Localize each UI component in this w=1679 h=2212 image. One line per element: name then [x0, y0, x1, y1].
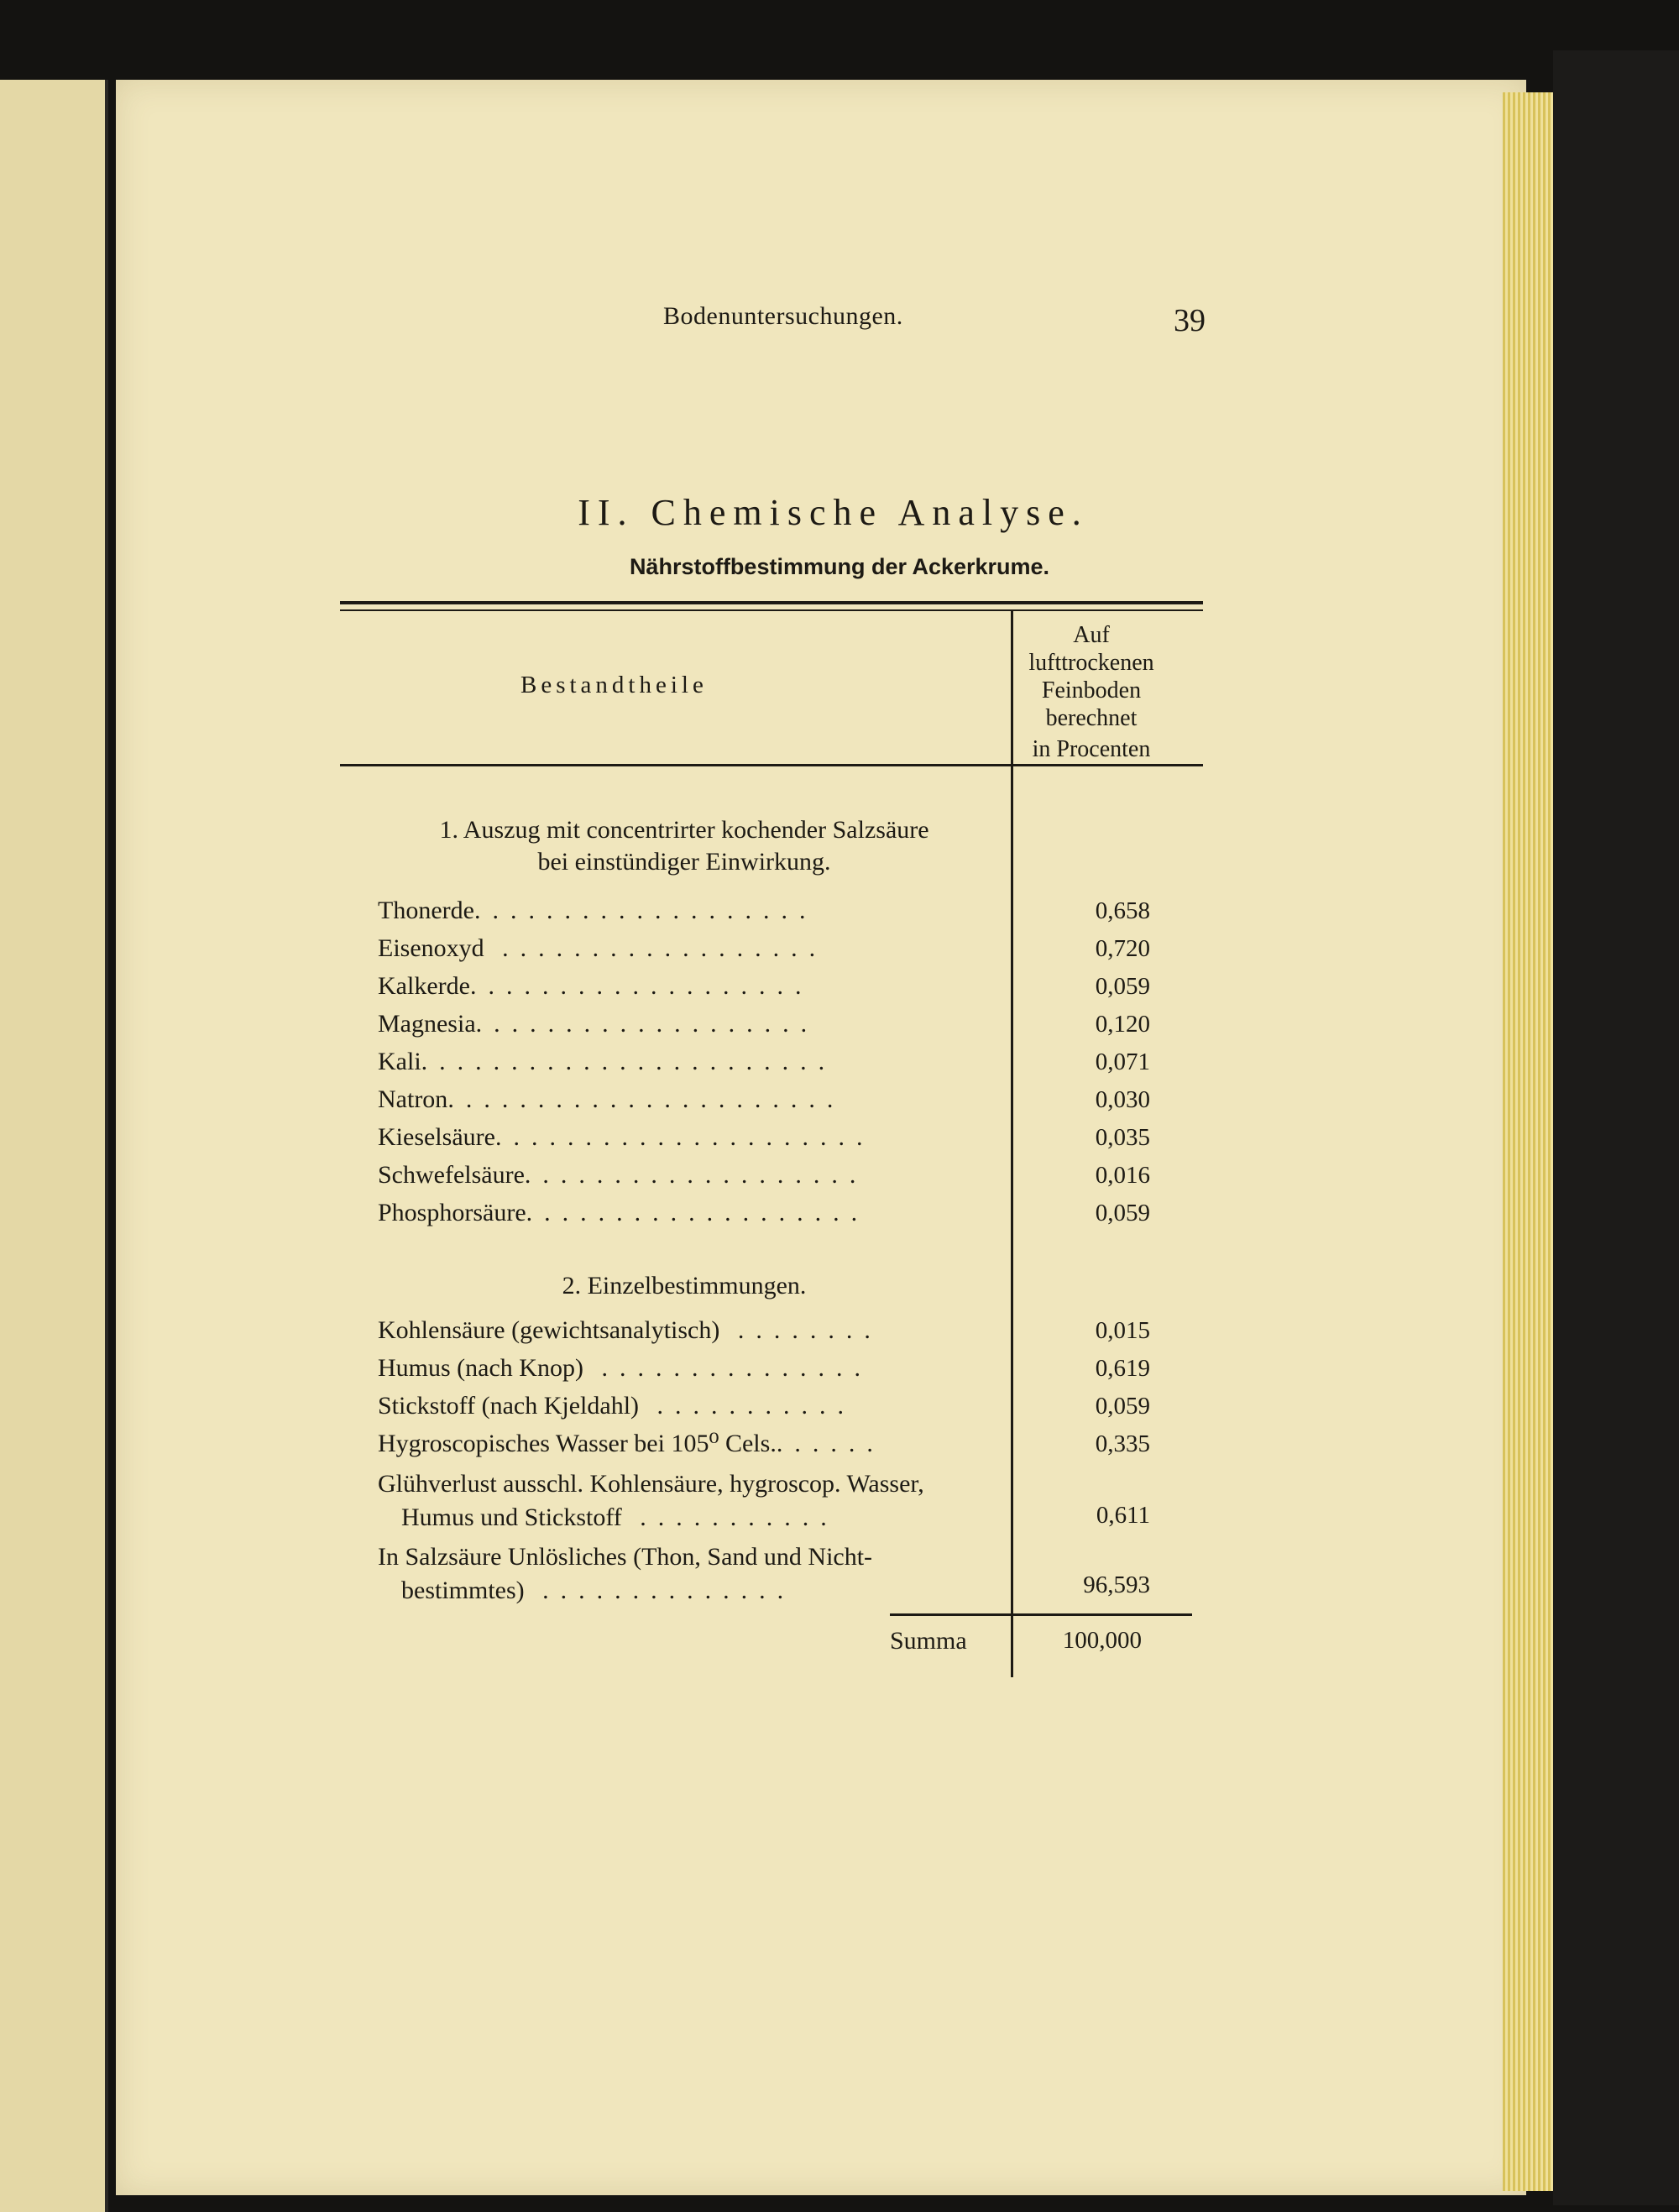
row-value: 0,071: [1095, 1048, 1150, 1075]
row-value: 0,658: [1095, 897, 1150, 924]
col-header-line: berechnet: [1045, 705, 1138, 731]
table-row: [378, 1045, 982, 1079]
table-row-line2: [401, 1574, 982, 1608]
leader-dots: ...........: [639, 1392, 856, 1420]
table-top-rule-thin: [340, 609, 1203, 611]
table-row: [378, 932, 982, 965]
left-page-edge: [0, 80, 108, 2212]
row-label: Eisenoxyd: [378, 934, 484, 962]
leader-dots: ..................: [484, 934, 828, 962]
leader-dots: ......................: [447, 1085, 845, 1113]
table-row-line1: [378, 1540, 982, 1574]
table-row: [378, 1352, 982, 1385]
leader-dots: ...................: [473, 897, 818, 924]
row-value: 96,593: [1083, 1571, 1150, 1598]
row-value: 0,120: [1095, 1011, 1150, 1038]
table-row: [378, 1158, 982, 1192]
row-value: 0,611: [1096, 1502, 1150, 1529]
table-row-line1: [378, 1467, 982, 1501]
row-label: Phosphorsäure: [378, 1199, 526, 1226]
table-row: [378, 1314, 982, 1347]
row-label: Kieselsäure: [378, 1123, 495, 1151]
table-row: [378, 1007, 982, 1041]
row-label: Thonerde: [378, 897, 474, 924]
row-label: In Salzsäure Unlösliches (Thon, Sand und Nicht-: [378, 1543, 873, 1571]
row-label: Humus (nach Knop): [378, 1354, 583, 1382]
row-label: Humus und Stickstoff: [401, 1503, 622, 1531]
leader-dots: .....................: [494, 1123, 875, 1151]
leader-dots: ...................: [469, 972, 813, 1000]
row-label: Kali: [378, 1048, 421, 1075]
row-value: 0,059: [1095, 1200, 1150, 1226]
leader-dots: ...................: [526, 1199, 870, 1226]
row-value: 0,016: [1095, 1162, 1150, 1189]
group1-title-line1: 1. Auszug mit concentrirter kochender Salzsäure: [439, 816, 929, 844]
col-header-line: in Procenten: [1032, 736, 1151, 762]
section-title: [0, 491, 1679, 534]
leader-dots: ......: [776, 1430, 885, 1457]
section-title-text: II. Chemische Analyse.: [578, 492, 1089, 533]
row-label: Hygroscopisches Wasser bei 105⁰ Cels.: [378, 1430, 777, 1457]
leader-dots: .......................: [421, 1048, 837, 1075]
summa-label: Summa: [890, 1627, 967, 1655]
col-header-line: Feinboden: [1041, 677, 1142, 703]
row-value: 0,619: [1095, 1355, 1150, 1382]
leader-dots: ..............: [524, 1577, 796, 1604]
row-value: 0,059: [1095, 1393, 1150, 1420]
row-label: Kohlensäure (gewichtsanalytisch): [378, 1316, 720, 1344]
table-row: [378, 1427, 982, 1461]
table-row: [378, 1083, 982, 1116]
col-header-line: lufttrockenen: [1028, 650, 1154, 676]
row-value: 0,015: [1095, 1317, 1150, 1344]
row-label: Stickstoff (nach Kjeldahl): [378, 1392, 640, 1420]
running-head: Bodenuntersuchungen.: [663, 302, 903, 330]
leader-dots: ...................: [524, 1161, 868, 1189]
table-top-rule-thick: [340, 601, 1203, 604]
leader-dots: ...............: [583, 1354, 872, 1382]
column-header-bestandtheile: Bestandtheile: [520, 672, 708, 698]
row-value: 0,335: [1095, 1430, 1150, 1457]
row-label: bestimmtes): [401, 1577, 525, 1604]
row-label: Natron: [378, 1085, 448, 1113]
group2-title: 2. Einzelbestimmungen.: [562, 1272, 807, 1299]
page-block-edge: [1503, 92, 1553, 2191]
row-value: 0,030: [1095, 1086, 1150, 1113]
page-number: 39: [1174, 303, 1206, 338]
summa-value: 100,000: [1062, 1627, 1142, 1654]
table-row: [378, 1121, 982, 1154]
leader-dots: ........: [719, 1316, 882, 1344]
group1-title-line2: bei einstündiger Einwirkung.: [537, 848, 831, 876]
table-header-rule: [340, 764, 1203, 766]
subtitle: Nährstoffbestimmung der Ackerkrume.: [629, 554, 1050, 579]
leader-dots: ...................: [475, 1010, 819, 1038]
table-row: [378, 894, 982, 928]
book-binding: [1553, 50, 1679, 2205]
row-value: 0,059: [1095, 973, 1150, 1000]
col-header-line: Auf: [1073, 622, 1110, 648]
row-label: Glühverlust ausschl. Kohlensäure, hygroscop. Wasser,: [378, 1470, 924, 1498]
table-row: [378, 1389, 982, 1423]
table-row: [378, 1196, 982, 1230]
table-row: [378, 970, 982, 1003]
row-value: 0,720: [1095, 935, 1150, 962]
row-label: Schwefelsäure: [378, 1161, 525, 1189]
table-row-line2: [401, 1501, 982, 1535]
leader-dots: ...........: [621, 1503, 839, 1531]
row-label: Magnesia: [378, 1010, 476, 1038]
column-header-procenten: [1020, 621, 1163, 763]
row-value: 0,035: [1095, 1124, 1150, 1151]
row-label: Kalkerde: [378, 972, 470, 1000]
summa-rule: [890, 1613, 1192, 1616]
table-column-divider: [1011, 611, 1013, 1677]
